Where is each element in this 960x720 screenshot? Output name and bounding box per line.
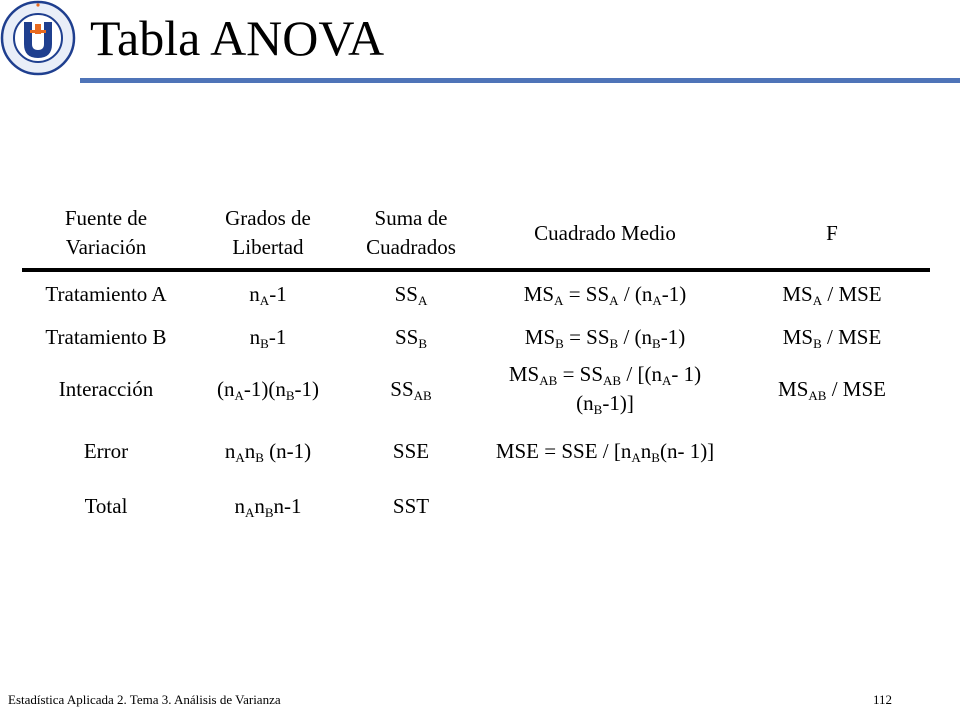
subscript: B [418,335,428,351]
header-grados-de-libertad: Grados de Libertad [190,198,346,270]
cell-f [734,316,930,358]
subscript: B [264,504,274,520]
subscript: AB [539,372,558,388]
cell-source: Total [84,493,128,518]
subscript: AB [413,387,432,403]
formula-text: - 1)(n [576,362,702,415]
formula-text: n-1 [273,493,302,518]
cell-source: Tratamiento B [45,324,167,349]
subscript: A [631,449,641,465]
subscript: B [652,335,661,351]
subscript: B [285,387,295,403]
title-underline [80,78,960,83]
logo-emblem [0,0,76,76]
table-row-total [22,482,930,530]
formula-text: -1) [294,376,320,401]
subscript: B [813,335,822,351]
subscript: B [255,449,264,465]
formula-text: SS [390,376,414,401]
cell-f [734,270,930,316]
formula-text: MS [508,362,540,386]
formula-text: n [244,438,256,463]
cell-df [190,482,346,530]
formula-text: MS [782,324,814,349]
formula-text: = SS [557,362,604,386]
formula-text: -1)(n [243,376,286,401]
formula-text: MS [524,324,556,349]
formula-text: n [249,324,261,349]
subscript: AB [603,372,622,388]
formula-text: SST [392,493,430,518]
slide-title: Tabla ANOVA [90,10,385,66]
cell-df [190,420,346,482]
subscript: B [609,335,619,351]
subscript: A [417,292,428,308]
formula-text: MSE = SSE / [n [495,438,632,463]
cell-source: Interacción [58,376,154,401]
subscript: A [235,449,245,465]
formula-text: -1 [268,324,287,349]
formula-text: SS [394,281,418,306]
cell-ms [476,316,734,358]
formula-text: n [224,438,236,463]
table-row-tratamiento-b [22,316,930,358]
subscript: A [244,504,255,520]
subscript: A [812,292,823,308]
cell-ss [346,420,476,482]
cell-ms [476,358,734,420]
formula-text: = SS [563,324,610,349]
formula-text: n [254,493,265,518]
cell-ss [346,358,476,420]
formula-text: (n-1) [263,438,312,463]
cell-f [734,482,930,530]
header-fuente-de-variacion: Fuente de Variación [22,198,190,270]
cell-ss [346,270,476,316]
formula-text: SSE [392,438,430,463]
cell-source: Tratamiento A [45,281,167,306]
subscript: B [555,335,564,351]
formula-text: n [640,438,652,463]
university-logo [0,0,76,76]
cell-ms [476,420,734,482]
subscript: B [593,401,603,417]
formula-text: (n [216,376,235,401]
slide-footer: Estadística Aplicada 2. Tema 3. Análisis de Varianza [8,692,281,707]
formula-text: n [234,493,245,518]
cell-ms [476,482,734,530]
cell-source: Error [83,438,129,463]
formula-text: (n- 1)] [659,438,715,463]
formula-text: -1) [661,281,687,306]
cell-ms [476,270,734,316]
formula-text: / (n [618,281,653,306]
subscript: A [609,292,619,308]
formula-text: MS [778,376,809,401]
subscript: B [651,449,660,465]
table-row-tratamiento-a [22,270,930,316]
formula-text: n [249,281,260,306]
subscript: A [554,292,564,308]
subscript: A [259,292,270,308]
table-row-interaccion [22,358,930,420]
subscript: A [234,387,244,403]
cell-f [734,358,930,420]
cell-df [190,316,346,358]
formula-text: -1) [660,324,686,349]
subscript: A [652,292,662,308]
formula-text: / MSE [822,281,882,306]
header-f: F [734,198,930,270]
formula-text: MS [523,281,555,306]
subscript: AB [808,387,827,403]
formula-text: / [(n [621,362,662,386]
formula-text: = SS [563,281,610,306]
subscript: A [661,372,672,388]
formula-text: / MSE [821,324,882,349]
cell-df [190,358,346,420]
table-row-error [22,420,930,482]
table-header-row [22,198,930,270]
cell-f [734,420,930,482]
formula-text: -1)] [602,391,634,415]
formula-text: SS [394,324,419,349]
header-cuadrado-medio: Cuadrado Medio [476,198,734,270]
header-suma-de-cuadrados: Suma de Cuadrados [346,198,476,270]
cell-ss [346,482,476,530]
formula-text: / MSE [826,376,886,401]
subscript: B [260,335,269,351]
page-number: 112 [872,692,892,707]
formula-text: / (n [618,324,653,349]
formula-text: -1 [269,281,287,306]
anova-table [22,198,930,530]
cell-ss [346,316,476,358]
cell-df [190,270,346,316]
formula-text: MS [782,281,813,306]
